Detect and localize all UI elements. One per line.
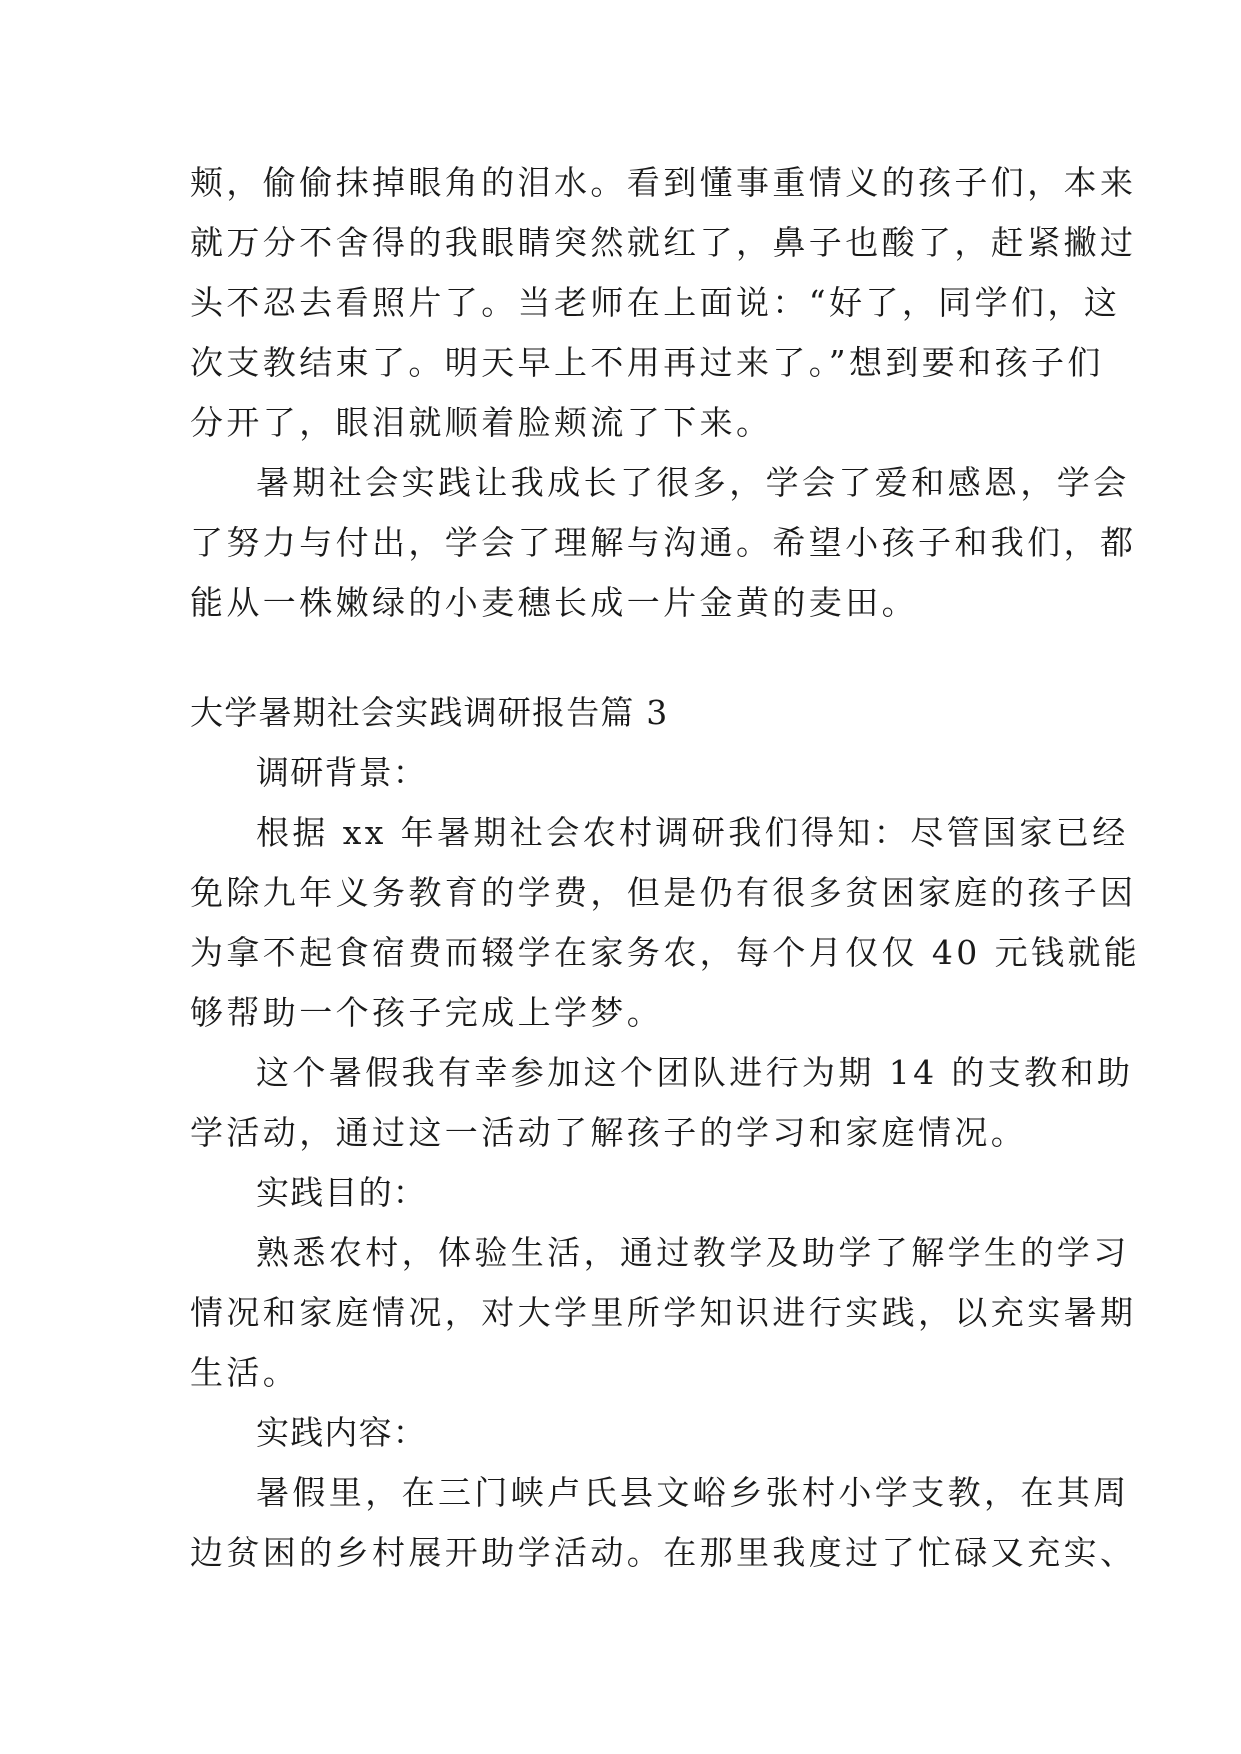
body-text-line: 头不忍去看照片了。当老师在上面说：“好了，同学们，这 bbox=[190, 283, 1121, 322]
body-text-line: 免除九年义务教育的学费，但是仍有很多贫困家庭的孩子因 bbox=[190, 873, 1137, 912]
content-label: 实践内容： bbox=[256, 1413, 427, 1452]
body-text-line: 暑期社会实践让我成长了很多，学会了爱和感恩，学会 bbox=[256, 463, 1130, 502]
body-text-line: 分开了，眼泪就顺着脸颊流了下来。 bbox=[190, 403, 773, 442]
body-text-line: 为拿不起食宿费而辍学在家务农，每个月仅仅 40 元钱就能 bbox=[190, 933, 1141, 972]
body-text-line: 熟悉农村，体验生活，通过教学及助学了解学生的学习 bbox=[256, 1233, 1130, 1272]
body-text-line: 能从一株嫩绿的小麦穗长成一片金黄的麦田。 bbox=[190, 583, 918, 622]
body-text-line: 就万分不舍得的我眼睛突然就红了，鼻子也酸了，赶紧撇过 bbox=[190, 223, 1137, 262]
body-text-line: 情况和家庭情况，对大学里所学知识进行实践，以充实暑期 bbox=[190, 1293, 1137, 1332]
background-label: 调研背景： bbox=[256, 753, 427, 792]
body-text-line: 够帮助一个孩子完成上学梦。 bbox=[190, 993, 664, 1032]
body-text-line: 这个暑假我有幸参加这个团队进行为期 14 的支教和助 bbox=[256, 1053, 1134, 1092]
body-text-line: 边贫困的乡村展开助学活动。在那里我度过了忙碌又充实、 bbox=[190, 1533, 1137, 1572]
section-title: 大学暑期社会实践调研报告篇 3 bbox=[190, 693, 669, 732]
body-text-line: 次支教结束了。明天早上不用再过来了。”想到要和孩子们 bbox=[190, 343, 1104, 382]
body-text-line: 了努力与付出，学会了理解与沟通。希望小孩子和我们，都 bbox=[190, 523, 1137, 562]
body-text-line: 颊，偷偷抹掉眼角的泪水。看到懂事重情义的孩子们，本来 bbox=[190, 163, 1137, 202]
body-text-line: 生活。 bbox=[190, 1353, 300, 1392]
body-text-line: 根据 xx 年暑期社会农村调研我们得知：尽管国家已经 bbox=[256, 813, 1129, 852]
body-text-line: 暑假里，在三门峡卢氏县文峪乡张村小学支教，在其周 bbox=[256, 1473, 1130, 1512]
body-text-line: 学活动，通过这一活动了解孩子的学习和家庭情况。 bbox=[190, 1113, 1028, 1152]
purpose-label: 实践目的： bbox=[256, 1173, 427, 1212]
